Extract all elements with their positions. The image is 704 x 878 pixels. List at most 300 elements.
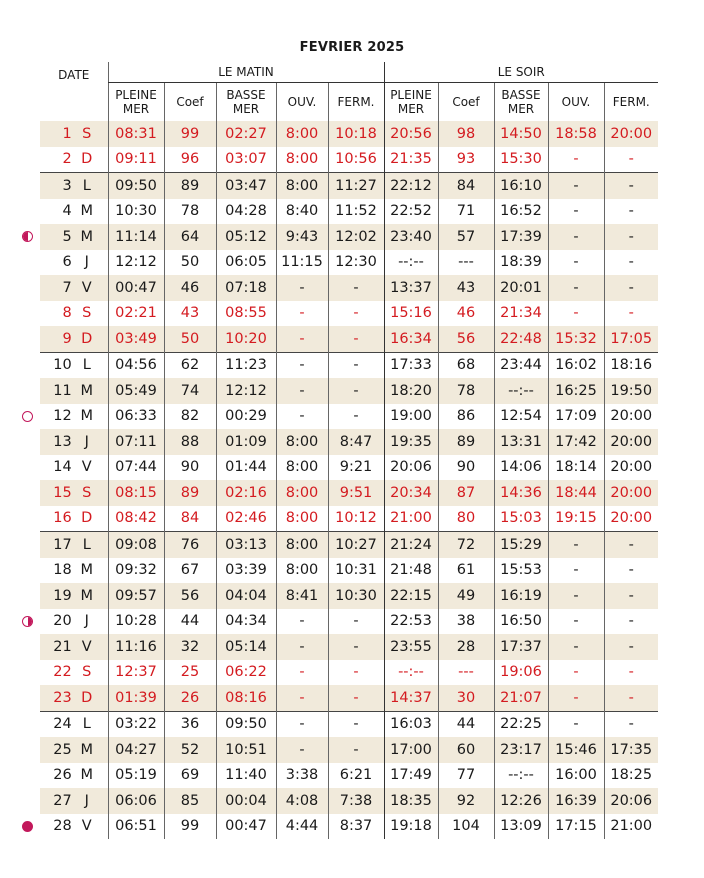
matin-coef-cell: 36 [164,711,216,737]
matin-pleine-mer-cell: 01:39 [108,685,164,711]
matin-ouv-cell: - [276,634,328,660]
matin-ouv-cell: 8:00 [276,506,328,532]
soir-coef-cell: 86 [438,404,494,430]
day-number: 28 [53,818,72,835]
table-row [40,275,658,301]
soir-coef-cell: 98 [438,121,494,147]
day-number: 8 [62,305,72,322]
day-letter: S [82,664,92,681]
matin-ouv-cell: 8:00 [276,147,328,173]
matin-ouv-cell: - [276,660,328,686]
date-cell [40,685,108,711]
day-number: 3 [62,177,72,194]
soir-basse-mer-cell: 23:44 [494,352,548,378]
matin-ouv-cell: 8:00 [276,480,328,506]
soir-pleine-mer-cell: 21:24 [384,532,438,558]
matin-ferm-cell: 8:47 [328,429,384,455]
soir-pleine-mer-cell: 23:55 [384,634,438,660]
matin-ferm-cell: 9:51 [328,480,384,506]
day-number: 19 [53,587,72,604]
soir-basse-mer-cell: 14:50 [494,121,548,147]
matin-ouv-cell: - [276,711,328,737]
soir-ouv-cell: 16:39 [548,788,604,814]
day-letter: S [82,305,92,322]
soir-basse-mer-cell: 15:53 [494,558,548,584]
matin-coef-cell: 52 [164,737,216,763]
date-cell [40,711,108,737]
soir-ferm-cell: 20:00 [604,506,658,532]
matin-pleine-mer-cell: 07:11 [108,429,164,455]
matin-coef-cell: 99 [164,814,216,840]
matin-coef-cell: 50 [164,250,216,276]
soir-ouv-cell: 18:14 [548,455,604,481]
soir-pleine-mer-cell: 18:35 [384,788,438,814]
soir-coef-cell: 60 [438,737,494,763]
day-letter: D [81,330,93,347]
soir-ouv-cell: - [548,301,604,327]
matin-coef-cell: 32 [164,634,216,660]
soir-pleine-mer-cell: 22:52 [384,199,438,225]
matin-coef-header: Coef [164,83,216,122]
matin-basse-mer-cell: 02:16 [216,480,276,506]
matin-ferm-cell: 11:27 [328,173,384,199]
soir-ferm-cell: 20:00 [604,480,658,506]
soir-pleine-mer-cell: 20:34 [384,480,438,506]
soir-coef-cell: 71 [438,199,494,225]
matin-basse-mer-cell: 03:13 [216,532,276,558]
day-letter: L [82,536,91,553]
soir-pleine-mer-cell: 22:53 [384,609,438,635]
matin-basse-mer-cell: 08:16 [216,685,276,711]
date-cell [40,326,108,352]
table-row [40,814,658,840]
soir-ferm-cell: - [604,558,658,584]
table-row [40,685,658,711]
matin-ferm-cell: - [328,404,384,430]
day-letter: J [84,613,89,630]
soir-ferm-cell: - [604,583,658,609]
table-row [40,634,658,660]
date-cell [40,121,108,147]
soir-pleine-mer-cell: --:-- [384,250,438,276]
soir-coef-cell: 92 [438,788,494,814]
soir-basse-mer-cell: 15:29 [494,532,548,558]
soir-pleine-mer-cell: 14:37 [384,685,438,711]
matin-pleine-mer-cell: 08:15 [108,480,164,506]
matin-ouv-cell: - [276,609,328,635]
page-title: FEVRIER 2025 [299,40,405,55]
day-letter: V [81,638,92,655]
date-cell [40,455,108,481]
soir-ferm-header: FERM. [604,83,658,122]
table-row [40,404,658,430]
matin-basse-mer-cell: 10:20 [216,326,276,352]
table-row [40,326,658,352]
soir-ferm-cell: 20:00 [604,121,658,147]
day-number: 17 [53,536,72,553]
matin-basse-mer-cell: 08:55 [216,301,276,327]
day-number: 11 [53,382,72,399]
matin-pleine-mer-cell: 06:33 [108,404,164,430]
day-number: 12 [53,408,72,425]
soir-coef-cell: 90 [438,455,494,481]
date-cell [40,506,108,532]
soir-pleine-mer-header: PLEINE MER [384,83,438,122]
matin-coef-cell: 99 [164,121,216,147]
soir-pleine-mer-cell: 21:00 [384,506,438,532]
matin-ferm-cell: 10:30 [328,583,384,609]
tide-table [40,62,658,839]
date-cell [40,275,108,301]
soir-basse-mer-cell: --:-- [494,378,548,404]
day-number: 21 [53,638,72,655]
tide-table-body [40,121,658,839]
soir-ouv-cell: 15:32 [548,326,604,352]
matin-coef-cell: 76 [164,532,216,558]
soir-pleine-mer-cell: 16:03 [384,711,438,737]
matin-ouv-cell: - [276,404,328,430]
day-number: 26 [53,767,72,784]
soir-basse-mer-cell: 22:25 [494,711,548,737]
soir-basse-mer-cell: 14:06 [494,455,548,481]
matin-coef-cell: 43 [164,301,216,327]
day-number: 23 [53,689,72,706]
soir-pleine-mer-cell: 21:48 [384,558,438,584]
day-number: 13 [53,433,72,450]
date-cell [40,404,108,430]
date-header: DATE [58,68,90,82]
day-letter: L [82,177,91,194]
soir-pleine-mer-cell: 15:16 [384,301,438,327]
soir-coef-cell: 72 [438,532,494,558]
matin-ferm-cell: 10:12 [328,506,384,532]
table-row [40,480,658,506]
day-letter: V [81,818,92,835]
matin-coef-cell: 44 [164,609,216,635]
day-number: 18 [53,562,72,579]
soir-ferm-cell: 20:00 [604,404,658,430]
matin-basse-mer-cell: 03:47 [216,173,276,199]
table-row [40,224,658,250]
matin-ouv-cell: 3:38 [276,763,328,789]
matin-coef-cell: 96 [164,147,216,173]
matin-basse-mer-cell: 11:40 [216,763,276,789]
matin-ferm-cell: 10:27 [328,532,384,558]
matin-basse-mer-cell: 00:29 [216,404,276,430]
matin-ferm-cell: - [328,378,384,404]
matin-coef-cell: 25 [164,660,216,686]
matin-ferm-cell: - [328,737,384,763]
day-number: 2 [62,151,72,168]
date-cell [40,147,108,173]
soir-basse-mer-cell: 19:06 [494,660,548,686]
matin-basse-mer-cell: 11:23 [216,352,276,378]
date-cell [40,737,108,763]
matin-ouv-cell: - [276,326,328,352]
matin-ouv-cell: 4:08 [276,788,328,814]
soir-ouv-cell: 18:58 [548,121,604,147]
soir-ferm-cell: 17:05 [604,326,658,352]
matin-pleine-mer-cell: 06:06 [108,788,164,814]
matin-pleine-mer-cell: 08:42 [108,506,164,532]
day-letter: S [82,484,92,501]
day-letter: J [84,792,89,809]
day-number: 14 [53,459,72,476]
matin-basse-mer-cell: 03:39 [216,558,276,584]
soir-header: LE SOIR [384,62,658,83]
date-cell [40,378,108,404]
matin-ferm-cell: - [328,301,384,327]
table-row [40,506,658,532]
matin-coef-cell: 84 [164,506,216,532]
soir-coef-cell: 56 [438,326,494,352]
soir-ouv-cell: 19:15 [548,506,604,532]
matin-basse-mer-cell: 00:04 [216,788,276,814]
soir-ouv-cell: - [548,558,604,584]
day-letter: M [80,382,93,399]
soir-ouv-cell: 17:09 [548,404,604,430]
matin-ouv-cell: 8:00 [276,455,328,481]
soir-ferm-cell: - [604,711,658,737]
soir-pleine-mer-cell: 20:56 [384,121,438,147]
matin-ouv-cell: 8:00 [276,429,328,455]
matin-ouv-cell: - [276,301,328,327]
soir-coef-cell: 49 [438,583,494,609]
soir-coef-cell: 78 [438,378,494,404]
soir-ouv-cell: - [548,609,604,635]
date-cell [40,480,108,506]
day-number: 22 [53,664,72,681]
matin-pleine-mer-cell: 09:32 [108,558,164,584]
matin-basse-mer-cell: 04:28 [216,199,276,225]
soir-basse-mer-header: BASSE MER [494,83,548,122]
day-letter: D [81,510,93,527]
soir-pleine-mer-cell: 19:18 [384,814,438,840]
soir-ouv-cell: - [548,685,604,711]
matin-ouv-cell: 8:00 [276,532,328,558]
day-number: 20 [53,613,72,630]
soir-coef-cell: 68 [438,352,494,378]
day-number: 1 [62,125,72,142]
soir-basse-mer-cell: 12:26 [494,788,548,814]
date-cell [40,583,108,609]
matin-coef-cell: 74 [164,378,216,404]
first-quarter-moon-icon [22,231,33,242]
matin-ferm-cell: 11:52 [328,199,384,225]
new-moon-icon [22,821,33,832]
day-number: 5 [62,228,72,245]
table-row [40,711,658,737]
matin-ferm-cell: 9:21 [328,455,384,481]
soir-ouv-header: OUV. [548,83,604,122]
soir-ferm-cell: - [604,250,658,276]
soir-basse-mer-cell: 21:34 [494,301,548,327]
matin-pleine-mer-cell: 11:16 [108,634,164,660]
day-number: 24 [53,716,72,733]
soir-ferm-cell: 17:35 [604,737,658,763]
matin-ouv-cell: - [276,685,328,711]
matin-coef-cell: 50 [164,326,216,352]
soir-ferm-cell: - [604,685,658,711]
matin-ferm-cell: - [328,660,384,686]
matin-coef-cell: 69 [164,763,216,789]
matin-pleine-mer-cell: 09:57 [108,583,164,609]
soir-basse-mer-cell: 23:17 [494,737,548,763]
soir-pleine-mer-cell: 17:00 [384,737,438,763]
soir-coef-cell: 104 [438,814,494,840]
soir-basse-mer-cell: 16:10 [494,173,548,199]
soir-coef-cell: 89 [438,429,494,455]
date-cell [40,199,108,225]
table-row [40,583,658,609]
soir-ouv-cell: - [548,173,604,199]
soir-basse-mer-cell: 15:30 [494,147,548,173]
matin-pleine-mer-cell: 04:27 [108,737,164,763]
day-number: 10 [53,357,72,374]
matin-basse-mer-cell: 05:14 [216,634,276,660]
day-letter: M [80,228,93,245]
soir-coef-cell: 46 [438,301,494,327]
soir-basse-mer-cell: 21:07 [494,685,548,711]
day-letter: M [80,408,93,425]
soir-ferm-cell: - [604,224,658,250]
matin-coef-cell: 90 [164,455,216,481]
matin-ferm-cell: 12:02 [328,224,384,250]
table-row [40,352,658,378]
matin-ferm-cell: - [328,275,384,301]
soir-ferm-cell: 18:25 [604,763,658,789]
matin-ferm-cell: 10:56 [328,147,384,173]
matin-ferm-cell: 12:30 [328,250,384,276]
matin-ferm-cell: 7:38 [328,788,384,814]
soir-basse-mer-cell: 13:31 [494,429,548,455]
matin-pleine-mer-cell: 07:44 [108,455,164,481]
day-letter: V [81,279,92,296]
matin-coef-cell: 46 [164,275,216,301]
matin-ouv-cell: - [276,378,328,404]
soir-coef-cell: 80 [438,506,494,532]
matin-basse-mer-cell: 01:44 [216,455,276,481]
matin-pleine-mer-cell: 00:47 [108,275,164,301]
soir-coef-cell: --- [438,250,494,276]
day-letter: L [82,716,91,733]
soir-ouv-cell: 16:25 [548,378,604,404]
soir-ferm-cell: - [604,532,658,558]
matin-coef-cell: 89 [164,480,216,506]
matin-ferm-cell: - [328,352,384,378]
soir-basse-mer-cell: 13:09 [494,814,548,840]
matin-pleine-mer-cell: 03:49 [108,326,164,352]
matin-coef-cell: 89 [164,173,216,199]
soir-pleine-mer-cell: 18:20 [384,378,438,404]
matin-basse-mer-cell: 09:50 [216,711,276,737]
soir-pleine-mer-cell: 23:40 [384,224,438,250]
matin-basse-mer-cell: 02:46 [216,506,276,532]
matin-coef-cell: 67 [164,558,216,584]
soir-coef-cell: 28 [438,634,494,660]
soir-ferm-cell: - [604,660,658,686]
day-letter: V [81,459,92,476]
matin-coef-cell: 26 [164,685,216,711]
soir-coef-cell: 77 [438,763,494,789]
soir-ouv-cell: - [548,147,604,173]
date-cell [40,301,108,327]
soir-ferm-cell: - [604,609,658,635]
soir-basse-mer-cell: 22:48 [494,326,548,352]
day-letter: S [82,125,92,142]
table-row [40,788,658,814]
matin-coef-cell: 62 [164,352,216,378]
matin-ouv-cell: 11:15 [276,250,328,276]
soir-ouv-cell: - [548,583,604,609]
day-number: 7 [62,279,72,296]
date-cell [40,558,108,584]
soir-pleine-mer-cell: 20:06 [384,455,438,481]
soir-pleine-mer-cell: 22:12 [384,173,438,199]
soir-basse-mer-cell: 17:39 [494,224,548,250]
matin-basse-mer-cell: 10:51 [216,737,276,763]
soir-basse-mer-cell: 15:03 [494,506,548,532]
matin-ouv-cell: 9:43 [276,224,328,250]
matin-ferm-cell: - [328,685,384,711]
soir-coef-cell: 43 [438,275,494,301]
matin-header: LE MATIN [108,62,384,83]
matin-ferm-cell: - [328,609,384,635]
soir-basse-mer-cell: 12:54 [494,404,548,430]
soir-ferm-cell: - [604,199,658,225]
date-cell [40,429,108,455]
soir-ferm-cell: - [604,173,658,199]
day-number: 4 [62,203,72,220]
table-row [40,199,658,225]
soir-ouv-cell: 18:44 [548,480,604,506]
soir-coef-cell: 44 [438,711,494,737]
matin-ouv-cell: - [276,352,328,378]
matin-ferm-cell: 10:18 [328,121,384,147]
matin-coef-cell: 88 [164,429,216,455]
table-row [40,763,658,789]
matin-basse-mer-header: BASSE MER [216,83,276,122]
matin-ferm-header: FERM. [328,83,384,122]
soir-basse-mer-cell: 16:19 [494,583,548,609]
soir-ferm-cell: - [604,147,658,173]
soir-pleine-mer-cell: 19:00 [384,404,438,430]
matin-coef-cell: 82 [164,404,216,430]
matin-ouv-cell: 8:00 [276,173,328,199]
day-letter: M [80,562,93,579]
soir-ferm-cell: - [604,634,658,660]
soir-pleine-mer-cell: 13:37 [384,275,438,301]
matin-ouv-cell: 8:41 [276,583,328,609]
day-number: 6 [62,254,72,271]
date-cell [40,250,108,276]
soir-ouv-cell: 17:15 [548,814,604,840]
soir-ouv-cell: - [548,711,604,737]
matin-pleine-mer-cell: 11:14 [108,224,164,250]
table-row [40,532,658,558]
soir-ouv-cell: 17:42 [548,429,604,455]
matin-pleine-mer-cell: 02:21 [108,301,164,327]
soir-basse-mer-cell: 16:52 [494,199,548,225]
matin-basse-mer-cell: 07:18 [216,275,276,301]
day-letter: M [80,767,93,784]
matin-pleine-mer-cell: 08:31 [108,121,164,147]
matin-basse-mer-cell: 01:09 [216,429,276,455]
day-letter: L [82,357,91,374]
table-row [40,429,658,455]
soir-basse-mer-cell: 20:01 [494,275,548,301]
date-cell [40,224,108,250]
